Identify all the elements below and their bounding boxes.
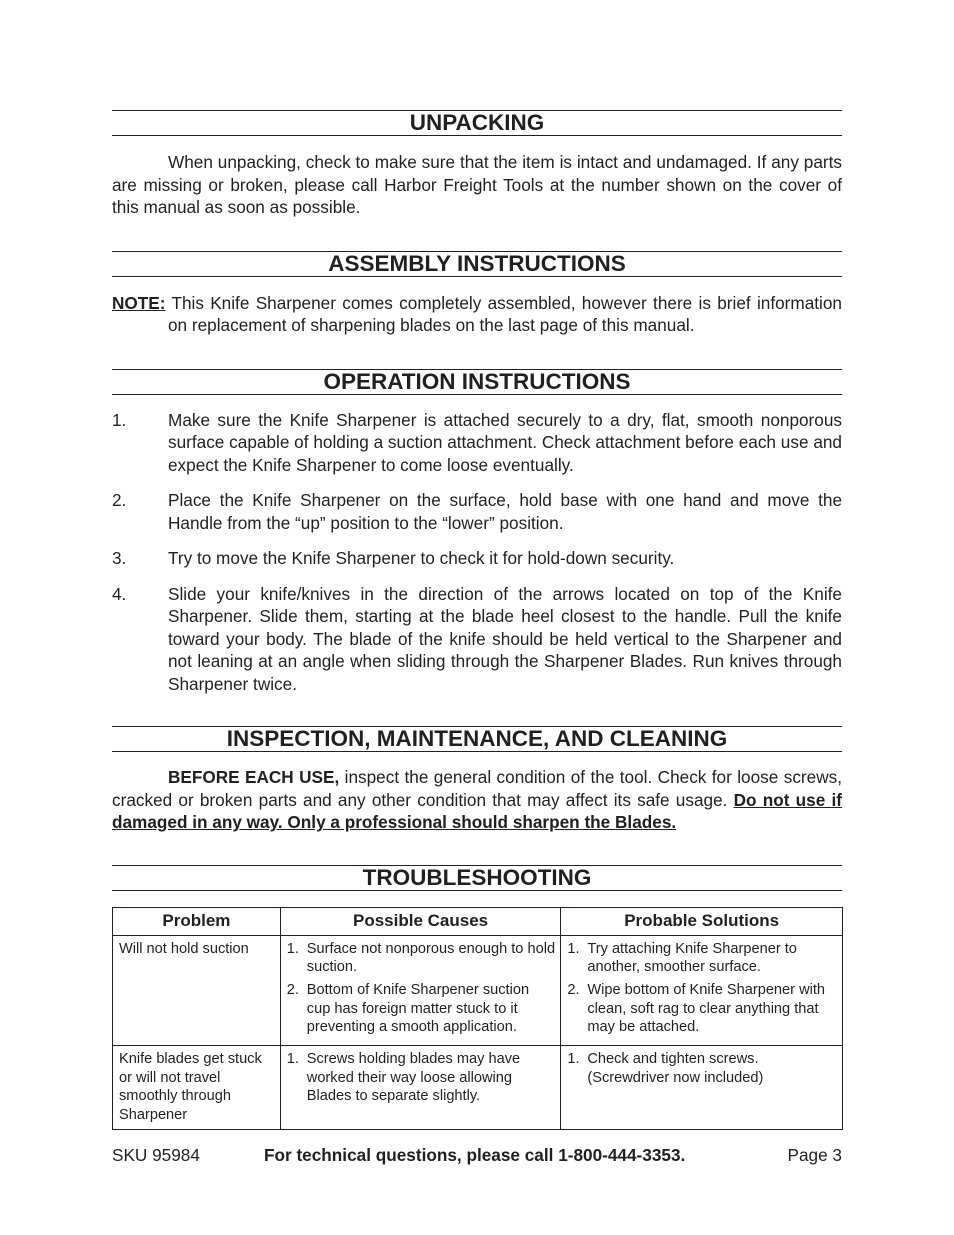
item-text: Screws holding blades may have worked their way loose allowing Blades to separate slightly. [306, 1051, 521, 1105]
column-header-causes: Possible Causes [280, 907, 561, 935]
problem-cell: Knife blades get stuck or will not travel smoothly through Sharpener [113, 1046, 281, 1130]
item-number: 2. [567, 981, 580, 998]
item-text: Wipe bottom of Knife Sharpener with clean, soft rag to clear anything that may be attached. [587, 981, 826, 1036]
table-row [113, 1046, 843, 1130]
solution-item [567, 981, 837, 1037]
note-text: This Knife Sharpener comes completely assembled, however there is brief information on replacement of sharpening blades on the last page of this manual. [165, 292, 842, 335]
tech-support-line: For technical questions, please call 1-800-444-3353. [264, 1145, 686, 1165]
item-number: 1. [286, 1051, 299, 1068]
item-number: 1. [567, 1051, 580, 1068]
cause-item [287, 1050, 556, 1106]
unpacking-heading: UNPACKING [112, 110, 842, 136]
inspection-heading: INSPECTION, MAINTENANCE, AND CLEANING [112, 726, 842, 752]
column-header-problem: Problem [113, 907, 281, 935]
item-number: 1. [567, 940, 580, 957]
operation-step [112, 489, 842, 534]
troubleshooting-heading: TROUBLESHOOTING [112, 865, 842, 891]
page-footer [112, 1144, 842, 1166]
page-number: Page 3 [787, 1145, 842, 1165]
cause-item [287, 981, 556, 1037]
operation-step [112, 547, 842, 570]
step-number: 4. [112, 583, 127, 604]
step-text: Place the Knife Sharpener on the surface, hold base with one hand and move the Handle from the “up” position to the “lower” position. [168, 490, 842, 533]
operation-heading: OPERATION INSTRUCTIONS [112, 369, 842, 395]
sku-label: SKU 95984 [112, 1145, 200, 1165]
item-text: Surface not nonporous enough to hold suction. [306, 940, 556, 976]
step-text: Make sure the Knife Sharpener is attached securely to a dry, flat, smooth nonporous surface capable of holding a suction attachment. Check attachment before each use and expect the Knife Sharpener to come loose eventually. [168, 409, 842, 475]
step-number: 3. [112, 548, 127, 568]
step-number: 1. [112, 409, 127, 430]
inspection-lead: BEFORE EACH USE, [168, 767, 340, 787]
operation-list [112, 409, 842, 696]
item-text: Bottom of Knife Sharpener suction cup has foreign matter stuck to it preventing a smooth application. [306, 981, 530, 1036]
cause-item [287, 940, 556, 977]
manual-page [112, 110, 842, 1130]
item-text: Try attaching Knife Sharpener to another, smoother surface. [587, 940, 797, 976]
assembly-note [112, 292, 842, 337]
causes-cell [280, 1046, 561, 1130]
table-header-row [113, 907, 843, 935]
inspection-warning: Do not use if damaged in any way. Only a professional should sharpen the Blades. [112, 789, 842, 832]
column-header-solutions: Probable Solutions [561, 907, 843, 935]
inspection-paragraph [112, 766, 842, 834]
operation-step [112, 583, 842, 696]
step-text: Slide your knife/knives in the direction of the arrows located on top of the Knife Sharpener. Slide them, starting at the blade heel closest to the handle. Pull the knife toward your body. The blade of the knife should be held vertical to the Sharpener and not leaning at an angle when sliding through the Sharpener Blades. Run knives through Sharpener twice. [168, 583, 842, 694]
solutions-cell [561, 935, 843, 1046]
causes-cell [280, 935, 561, 1046]
assembly-heading: ASSEMBLY INSTRUCTIONS [112, 251, 842, 277]
solutions-cell [561, 1046, 843, 1130]
item-number: 2. [286, 981, 299, 998]
item-text: Check and tighten screws. (Screwdriver now included) [587, 1051, 764, 1086]
item-number: 1. [286, 940, 299, 957]
unpacking-paragraph: When unpacking, check to make sure that the item is intact and undamaged. If any parts are missing or broken, please call Harbor Freight Tools at the number shown on the cover of this manual as soon as possible. [112, 152, 842, 217]
problem-cell: Will not hold suction [113, 935, 281, 1046]
inspection-text: inspect the general condition of the tool. Check for loose screws, cracked or broken parts and any other condition that may affect its safe usage. [112, 767, 842, 810]
note-label: NOTE: [112, 292, 166, 313]
solution-item [567, 1050, 837, 1087]
step-number: 2. [112, 490, 127, 510]
solution-item [567, 940, 837, 977]
operation-step [112, 409, 842, 477]
step-text: Try to move the Knife Sharpener to check it for hold-down security. [168, 548, 675, 568]
table-row [113, 935, 843, 1046]
troubleshooting-table [112, 907, 843, 1130]
